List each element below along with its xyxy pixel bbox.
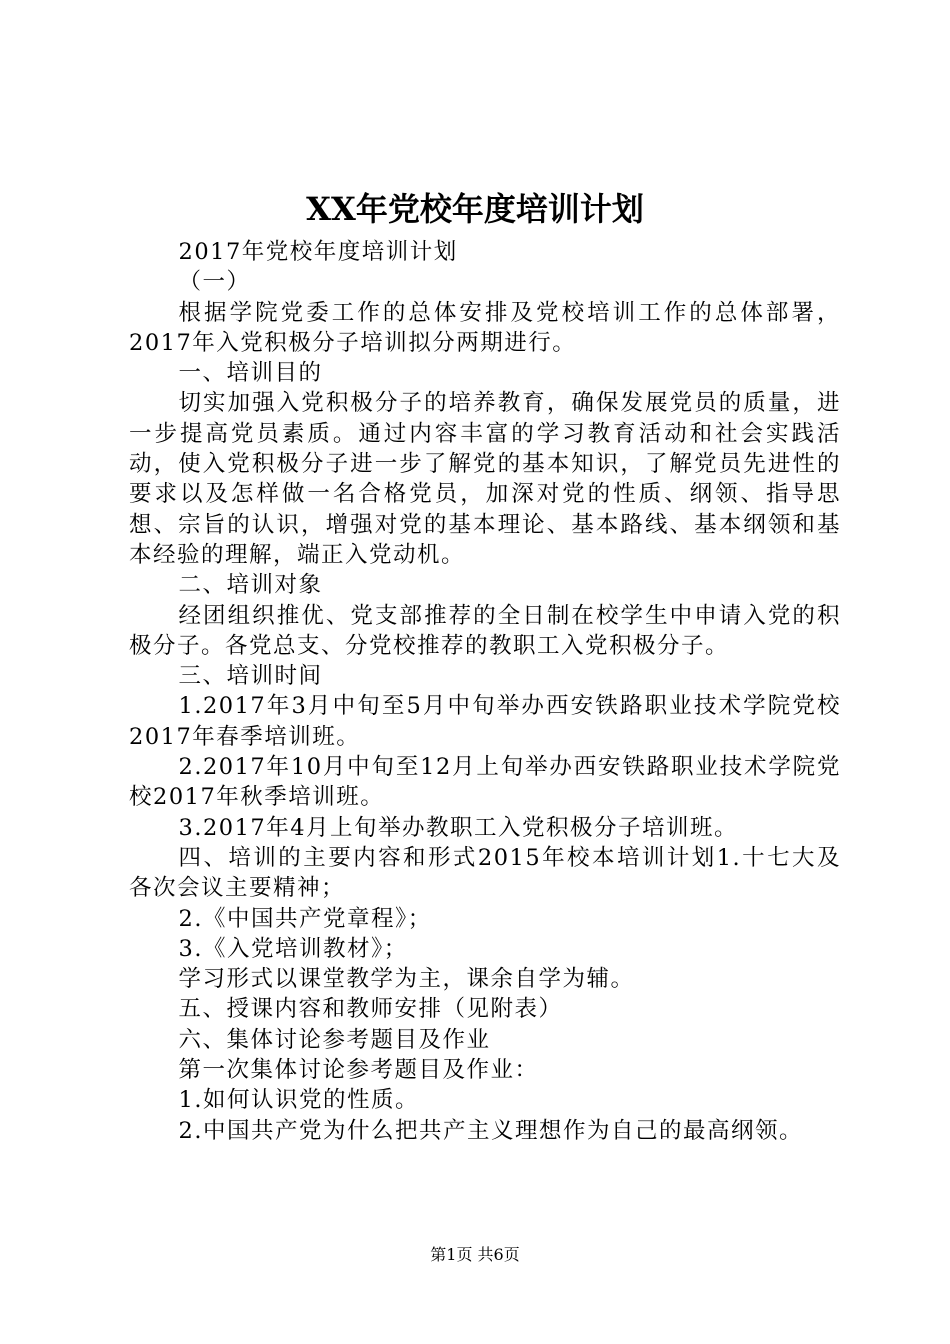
paragraph-content-item-2: 2.《中国共产党章程》；	[178, 905, 432, 932]
paragraph-discussion-item-1: 1.如何认识党的性质。	[178, 1087, 419, 1114]
paragraph-time-item-3: 3.2017年4月上旬举办教职工入党积极分子培训班。	[178, 814, 739, 841]
heading-content-and-form: 四、培训的主要内容和形式2015年校本培训计划1.十七大及各次会议主要精神；	[129, 844, 841, 902]
heading-discussion-topics: 六、集体讨论参考题目及作业	[178, 1026, 491, 1053]
paragraph-training-target: 经团组织推优、党支部推荐的全日制在校学生中申请入党的积极分子。各党总支、分党校推荐的教职工入党积极分子。	[129, 602, 841, 659]
paragraph-intro: 根据学院党委工作的总体安排及党校培训工作的总体部署，2017年入党积极分子培训拟分两期进行。	[129, 299, 841, 356]
paragraph-learning-form: 学习形式以课堂教学为主，课余自学为辅。	[178, 966, 635, 993]
paragraph-section-marker: （一）	[178, 269, 251, 296]
paragraph-training-purpose: 切实加强入党积极分子的培养教育，确保发展党员的质量，进一步提高党员素质。通过内容丰富的学习教育活动和社会实践活动，使入党积极分子进一步了解党的基本知识，了解党员先进性的要求以及怎样做一名合格党员，加深对党的性质、纲领、指导思想、宗旨的认识，增强对党的基本理论、基本路线、基本纲领和基本经验的理解，端正入党动机。	[129, 390, 841, 568]
paragraph-subtitle: 2017年党校年度培训计划	[178, 239, 458, 265]
heading-training-time: 三、培训时间	[178, 663, 323, 690]
page-footer: 第1页 共6页	[430, 1245, 520, 1264]
paragraph-first-discussion: 第一次集体讨论参考题目及作业：	[178, 1057, 539, 1084]
paragraph-time-item-1: 1.2017年3月中旬至5月中旬举办西安铁路职业技术学院党校2017年春季培训班。	[129, 693, 841, 750]
heading-training-target: 二、培训对象	[178, 572, 323, 599]
heading-lecture-arrangement: 五、授课内容和教师安排（见附表）	[178, 996, 563, 1023]
heading-training-purpose: 一、培训目的	[178, 360, 323, 387]
paragraph-discussion-item-2: 2.中国共产党为什么把共产主义理想作为自己的最高纲领。	[178, 1117, 803, 1144]
paragraph-content-item-3: 3.《入党培训教材》；	[178, 935, 408, 962]
document-body	[129, 237, 841, 1146]
paragraph-time-item-2: 2.2017年10月中旬至12月上旬举办西安铁路职业技术学院党校2017年秋季培训班。	[129, 754, 841, 811]
document-title: XX年党校年度培训计划	[306, 190, 644, 228]
